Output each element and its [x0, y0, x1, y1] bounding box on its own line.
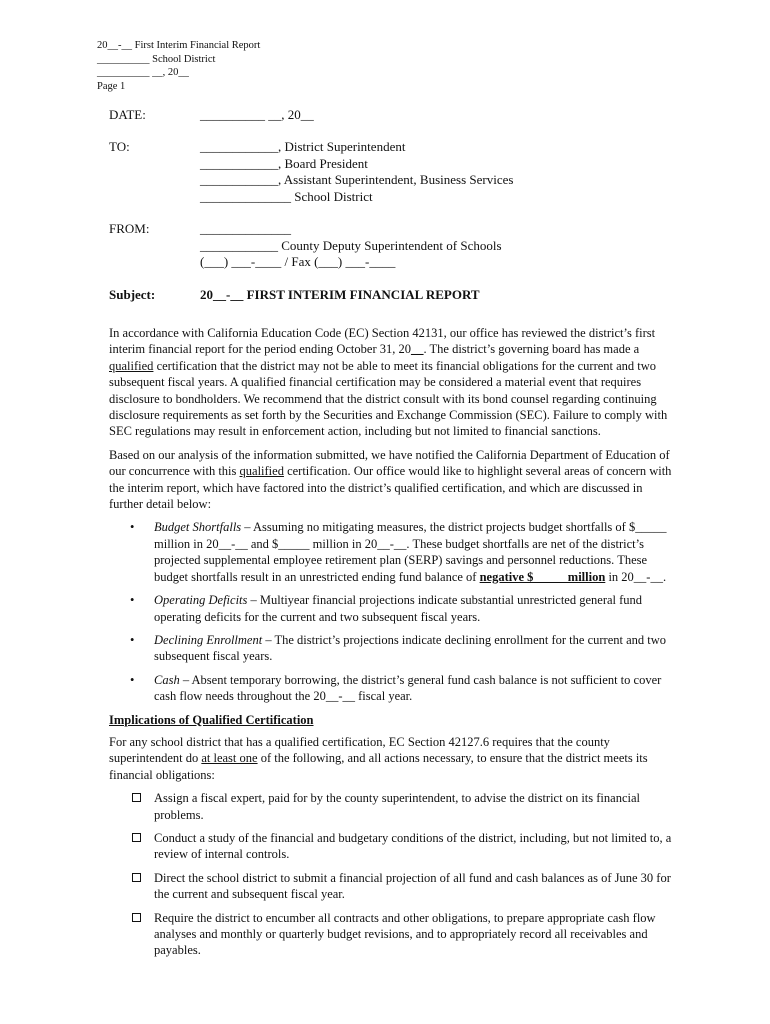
concern-text-budget-shortfalls: – Assuming no mitigating measures, the district projects budget shortfalls of $_____ million in 20__-__ and $_____ million in 20__-__. These budget shortfalls are net of the district’s projected supplemental employee retirement plan (SERP) savings and personnel reductions. These budget shortfalls result in an unrestricted ending fund balance of: [154, 520, 667, 584]
list-item: [109, 672, 675, 705]
paragraph-review-qualified: qualified: [109, 358, 154, 373]
concern-text-operating-deficits: – Multiyear financial projections indicate substantial unrestricted general fund operating deficits for the current and two subsequent fiscal years.: [154, 593, 643, 624]
action-financial-projection: Direct the school district to submit a financial projection of all fund and cash balances as of June 30 for the current and subsequent fiscal year.: [154, 870, 671, 902]
concerns-list: [109, 519, 675, 704]
from-label: FROM:: [109, 221, 150, 236]
page-header: [97, 39, 260, 93]
bullet-icon: •: [130, 672, 135, 687]
paragraph-review-text-c: . The district’s governing board has made a: [423, 342, 640, 357]
list-item: [109, 632, 675, 665]
paragraph-analysis: [109, 447, 675, 513]
bullet-icon: •: [130, 593, 135, 608]
list-item: [109, 592, 675, 625]
from-phone-fax: (___) ___-____ / Fax (___) ___-____: [200, 254, 396, 269]
bullet-icon: •: [130, 520, 135, 535]
to-recipient-district: ______________ School District: [200, 188, 373, 204]
header-date: __________ __, 20__: [97, 67, 189, 78]
required-actions-list: [109, 790, 675, 959]
paragraph-review-text-a: In accordance with California Education Code (EC) Section 42131, our office has reviewed the district’s first interim financial report for the period ending October 31, 20: [109, 326, 656, 357]
action-conduct-study: Conduct a study of the financial and budgetary conditions of the district, including, but not limited to, a review of internal controls.: [154, 830, 672, 862]
concern-title-operating-deficits: Operating Deficits: [154, 593, 248, 608]
list-item: [109, 910, 675, 959]
concern-title-budget-shortfalls: Budget Shortfalls: [154, 520, 242, 535]
concern-text-declining-enrollment: – The district’s projections indicate declining enrollment for the current and two subsequent fiscal years.: [154, 632, 667, 664]
date-label: DATE:: [109, 107, 146, 122]
list-item: [109, 870, 675, 903]
header-report-title: 20__-__ First Interim Financial Report: [97, 40, 261, 51]
paragraph-analysis-text-c: certification. Our office would like to highlight several areas of concern with the interim report, which have factored into the district’s qualified certification, and which are discussed in further detail below:: [109, 464, 672, 512]
subject-label: Subject:: [109, 287, 156, 302]
list-item: [109, 790, 675, 823]
checkbox-icon: [132, 873, 141, 882]
list-item: [109, 519, 675, 585]
subject-value: 20__-__ FIRST INTERIM FINANCIAL REPORT: [200, 287, 480, 302]
checkbox-icon: [132, 793, 141, 802]
paragraph-review: [109, 325, 675, 440]
to-recipient-assistant-superintendent: ____________, Assistant Superintendent, Business Services: [200, 172, 514, 187]
concern-negative-balance: negative $_____ million: [479, 569, 606, 584]
bullet-icon: •: [130, 632, 135, 647]
concern-text-budget-shortfalls-end: in 20__-__.: [605, 569, 667, 584]
concern-text-cash: – Absent temporary borrowing, the district’s general fund cash balance is not sufficient to cover cash flow needs throughout the 20__-__ fiscal year.: [154, 672, 662, 704]
action-encumber-contracts: Require the district to encumber all contracts and other obligations, to prepare appropriate cash flow analyses and monthly or quarterly budget revisions, and to appropriately record all receivables and payables.: [154, 910, 656, 958]
paragraph-implications-at-least-one: at least one: [201, 751, 258, 766]
date-value: __________ __, 20__: [200, 107, 314, 122]
checkbox-icon: [132, 833, 141, 842]
paragraph-implications-text-c: of the following, and all actions necessary, to ensure that the district meets its financial obligations:: [109, 751, 648, 782]
paragraph-implications: [109, 734, 675, 783]
to-label: TO:: [109, 139, 130, 154]
header-district: __________ School District: [97, 53, 216, 65]
from-name: ______________: [200, 221, 291, 236]
letter-body: [109, 325, 675, 966]
list-item: [109, 830, 675, 863]
checkbox-icon: [132, 913, 141, 922]
action-assign-fiscal-expert: Assign a fiscal expert, paid for by the county superintendent, to advise the district on its financial problems.: [154, 791, 640, 822]
section-title-implications: Implications of Qualified Certification: [109, 712, 314, 727]
from-title: ____________ County Deputy Superintendent of Schools: [200, 237, 502, 253]
concern-title-cash: Cash: [154, 672, 180, 687]
paragraph-review-year-blank: __: [410, 342, 424, 357]
header-page-number: Page 1: [97, 80, 126, 92]
paragraph-analysis-qualified: qualified: [239, 464, 284, 479]
paragraph-review-text-e: certification that the district may not be able to meet its financial obligations for the current and two subsequent fiscal years. A qualified financial certification may be considered a material event that requires disclosure to bondholders. We recommend that the district consult with its bond counsel regarding continuing disclosure requirements as set forth by the Securities and Exchange Commission (SEC). Failure to comply with SEC regulations may result in enforcement action, including but not limited to financial sanctions.: [109, 358, 668, 439]
paragraph-implications-text-a: For any school district that has a qualified certification, EC Section 42127.6 requires that the county superintendent do: [109, 734, 610, 766]
to-recipient-board-president: ____________, Board President: [200, 155, 368, 171]
paragraph-analysis-text-a: Based on our analysis of the information submitted, we have notified the California Department of Education of our concurrence with this: [109, 447, 670, 479]
concern-title-declining-enrollment: Declining Enrollment: [154, 632, 263, 647]
to-recipient-superintendent: ____________, District Superintendent: [200, 139, 406, 154]
